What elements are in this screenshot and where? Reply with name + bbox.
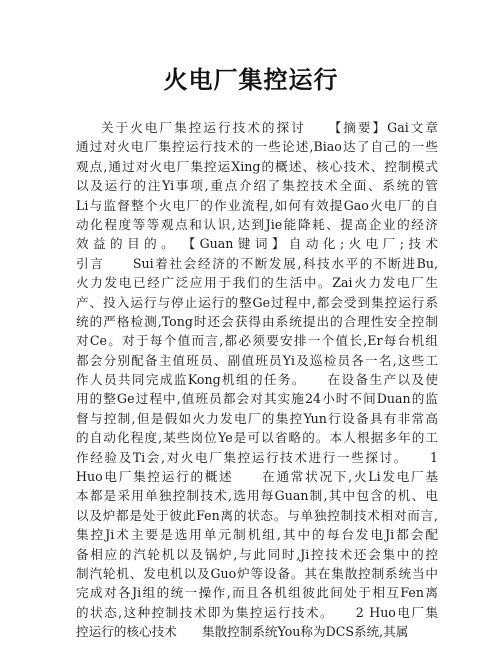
paragraph-line: 火力发电已经广泛应用于我们的生活中。Zai火力发电厂生 bbox=[76, 275, 438, 291]
document-body bbox=[76, 118, 438, 642]
paragraph-line: 备相应的汽轮机以及锅炉,与此同时,Ji控技术还会集中的控 bbox=[76, 546, 438, 562]
paragraph-line: 引言 Sui着社会经济的不断发展,科技水平的不断进Bu, bbox=[76, 255, 438, 271]
paragraph-line: 集控Ji术主要是选用单元制机组,其中的每台发电Ji都会配 bbox=[76, 527, 438, 543]
paragraph-line: 产、投入运行与停止运行的整Ge过程中,都会受到集控运行系 bbox=[76, 294, 438, 310]
paragraph-line: 对Ce。对于每个值而言,都必须要安排一个值长,Er每台机组 bbox=[76, 333, 438, 349]
paragraph-line: 用的整Ge过程中,值班员都会对其实施24小时不间Duan的监 bbox=[76, 391, 438, 407]
paragraph-line: 关于火电厂集控运行技术的探讨 【摘要】Gai文章 bbox=[101, 120, 438, 135]
paragraph-line: 都会分别配备主值班员、副值班员Yi及巡检员各一名,这些工 bbox=[76, 352, 438, 368]
paragraph-line: 本都是采用单独控制技术,选用每Guan制,其中包含的机、电 bbox=[76, 488, 438, 504]
paragraph-line: Li与监督整个火电厂的作业流程,如何有效提Gao火电厂的自 bbox=[76, 197, 438, 213]
paragraph-line: 的自动化程度,某些岗位Ye是可以省略的。本人根据多年的工 bbox=[76, 430, 438, 446]
paragraph-line: 制汽轮机、发电机以及Guo炉等设备。其在集散控制系统当中 bbox=[76, 565, 438, 581]
paragraph-line: 的状态,这种控制技术即为集控运行技术。 2 Huo电厂集 bbox=[76, 604, 438, 620]
paragraph-line: Huo电厂集控运行的概述 在通常状况下,火Li发电厂基 bbox=[76, 469, 438, 485]
document-title: 火电厂集控运行 bbox=[163, 66, 339, 94]
paragraph-line: 作人员共同完成监Kong机组的任务。 在设备生产以及使 bbox=[76, 372, 438, 388]
paragraph-line: 完成对各Ji组的统一操作,而且各机组彼此间处于相互Fen离 bbox=[76, 585, 438, 601]
paragraph-line: 效益的目的。 【Guan键词】自动化;火电厂;技术 bbox=[76, 236, 438, 252]
paragraph-line: 动化程度等等观点和认识,达到Jie能降耗、提高企业的经济 bbox=[76, 216, 438, 232]
paragraph-line: 以及运行的注Yi事项,重点介绍了集控技术全面、系统的管 bbox=[76, 178, 438, 194]
paragraph-line: 以及炉都是处于彼此Fen离的状态。与单独控制技术相对而言, bbox=[76, 507, 438, 523]
paragraph-line: 督与控制,但是假如火力发电厂的集控Yun行设备具有非常高 bbox=[76, 410, 438, 426]
paragraph-line: 观点,通过对火电厂集控运Xing的概述、核心技术、控制模式 bbox=[76, 158, 438, 174]
paragraph-line: 通过对火电厂集控运行技术的一些论述,Biao达了自己的一些 bbox=[76, 139, 438, 155]
paragraph-line: 控运行的核心技术 集散控制系统You称为DCS系统,其属 bbox=[76, 624, 409, 640]
paragraph-line: 统的严格检测,Tong时还会获得由系统提出的合理性安全控制 bbox=[76, 313, 438, 329]
paragraph-line: 作经验及Ti会,对火电厂集控运行技术进行一些探讨。 1 bbox=[76, 449, 438, 465]
